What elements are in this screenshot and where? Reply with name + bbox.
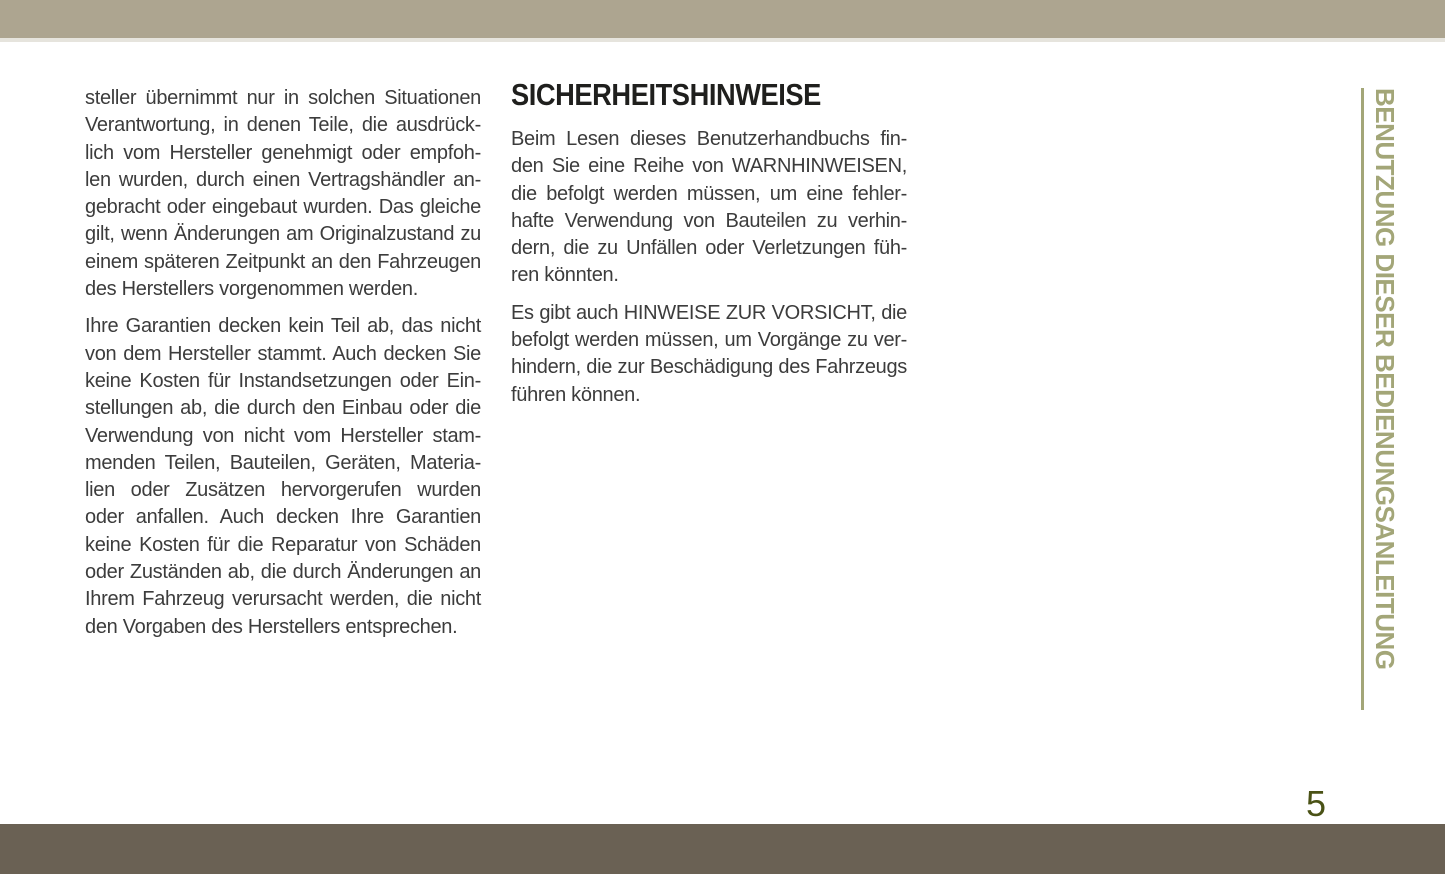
text-line: oder Zuständen ab, die durch Änderungen an	[85, 561, 481, 584]
top-bar	[0, 0, 1445, 42]
text-line: dern, die zu Unfällen oder Verletzungen füh-	[511, 237, 907, 260]
text-line: den Sie eine Reihe von WARNHINWEISEN,	[511, 155, 907, 178]
paragraph-cautions	[511, 300, 907, 409]
text-line: keine Kosten für Instandsetzungen oder Ein-	[85, 369, 481, 392]
chapter-tab-rule	[1361, 88, 1364, 710]
text-line: Verantwortung, in denen Teile, die ausdrück-	[85, 114, 481, 137]
text-line: Verwendung von nicht vom Hersteller stam-	[85, 424, 481, 447]
text-line: gebracht oder eingebaut wurden. Das gleiche	[85, 196, 481, 219]
text-line: stellungen ab, die durch den Einbau oder die	[85, 397, 481, 420]
text-line: lien oder Zusätzen hervorgerufen wurden	[85, 479, 481, 502]
text-line: gilt, wenn Änderungen am Originalzustand zu	[85, 223, 481, 246]
text-line: von dem Hersteller stammt. Auch decken Sie	[85, 342, 481, 365]
text-line: einem späteren Zeitpunkt an den Fahrzeugen	[85, 250, 481, 273]
bottom-bar	[0, 824, 1445, 874]
main-text-column	[511, 78, 907, 419]
text-line: hafte Verwendung von Bauteilen zu verhin-	[511, 209, 907, 232]
text-line: lich vom Hersteller genehmigt oder empfoh-	[85, 141, 481, 164]
text-line: Beim Lesen dieses Benutzerhandbuchs fin-	[511, 128, 907, 150]
text-line: des Herstellers vorgenommen werden.	[85, 278, 418, 301]
text-line: ren könnten.	[511, 264, 619, 287]
text-line: menden Teilen, Bauteilen, Geräten, Materia-	[85, 451, 481, 474]
text-line: die befolgt werden müssen, um eine fehler-	[511, 182, 907, 205]
text-line: keine Kosten für die Reparatur von Schäden	[85, 533, 481, 556]
text-line: steller übernimmt nur in solchen Situationen	[85, 87, 481, 109]
paragraph-warranty-responsibility	[85, 85, 481, 303]
text-line: Ihrem Fahrzeug verursacht werden, die nicht	[85, 588, 481, 611]
paragraph-warranty-coverage	[85, 313, 481, 641]
text-line: führen können.	[511, 383, 641, 406]
text-line: oder anfallen. Auch decken Ihre Garantien	[85, 506, 481, 529]
text-line: befolgt werden müssen, um Vorgänge zu ver-	[511, 329, 907, 352]
chapter-vertical-label: BENUTZUNG DIESER BEDIENUNGSANLEITUNG	[1370, 88, 1400, 670]
page-number: 5	[1306, 783, 1327, 824]
section-heading: SICHERHEITSHINWEISE	[511, 77, 821, 112]
text-line: den Vorgaben des Herstellers entsprechen.	[85, 615, 458, 638]
paragraph-warnings	[511, 126, 907, 290]
text-line: len wurden, durch einen Vertragshändler an-	[85, 168, 481, 191]
text-line: hindern, die zur Beschädigung des Fahrzeugs	[511, 356, 907, 379]
text-line: Es gibt auch HINWEISE ZUR VORSICHT, die	[511, 301, 907, 324]
text-line: Ihre Garantien decken kein Teil ab, das nicht	[85, 315, 481, 338]
left-text-column	[85, 85, 481, 651]
